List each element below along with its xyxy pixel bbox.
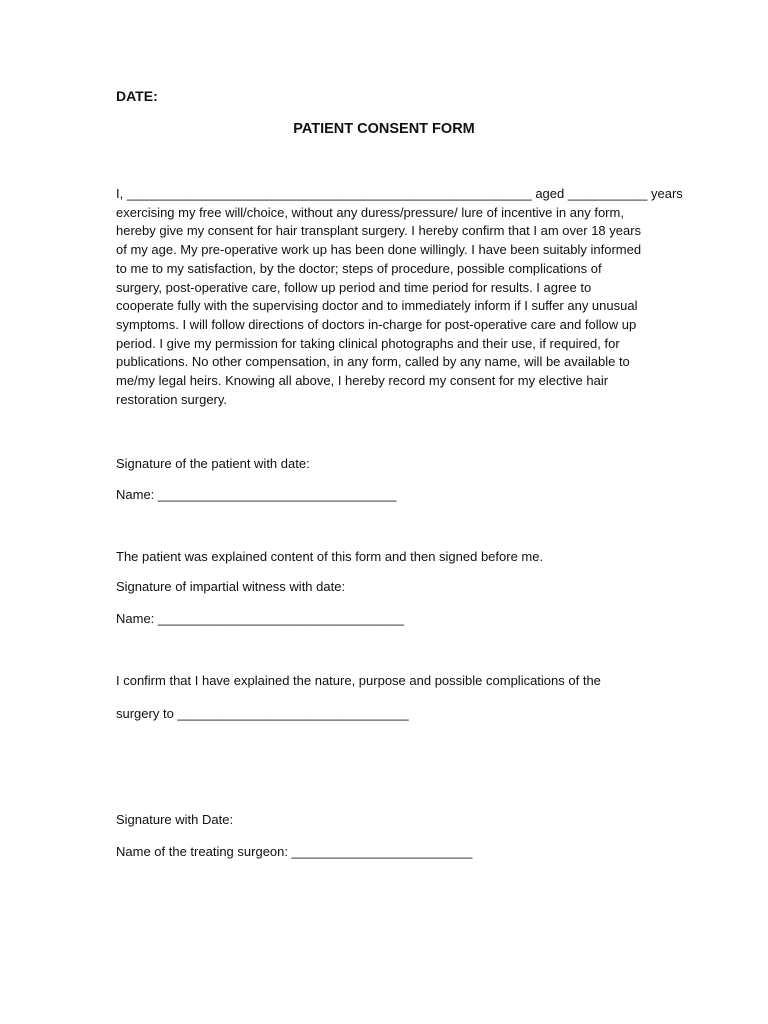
witness-name-field[interactable]: Name: __________________________________	[116, 611, 404, 626]
paragraph-line: to me to my satisfaction, by the doctor; steps of procedure, possible complications of	[116, 260, 602, 276]
paragraph-line: exercising my free will/choice, without any duress/pressure/ lure of incentive in any form,	[116, 204, 624, 220]
paragraph-line: cooperate fully with the supervising doctor and to immediately inform if I suffer any unusual	[116, 298, 638, 314]
paragraph-line: symptoms. I will follow directions of doctors in-charge for post-operative care and follow up	[116, 316, 637, 332]
witness-statement: The patient was explained content of this form and then signed before me.	[116, 549, 544, 564]
paragraph-line: restoration surgery.	[116, 391, 228, 407]
surgeon-statement: I confirm that I have explained the nature, purpose and possible complications of the	[116, 673, 601, 688]
patient-signature-label: Signature of the patient with date:	[116, 456, 310, 471]
surgeon-signature-label: Signature with Date:	[116, 812, 234, 827]
paragraph-line: me/my legal heirs. Knowing all above, I hereby record my consent for my elective hair	[116, 373, 609, 389]
paragraph-line: publications. No other compensation, in any form, called by any name, will be available to	[116, 354, 630, 370]
consent-paragraph	[116, 185, 683, 409]
paragraph-line: hereby give my consent for hair transplant surgery. I hereby confirm that I am over 18 years	[116, 223, 642, 239]
paragraph-line: period. I give my permission for taking clinical photographs and their use, if required, for	[116, 335, 620, 351]
paragraph-line: I, ________________________________________________________ aged ___________ years	[116, 186, 683, 201]
form-title: PATIENT CONSENT FORM	[293, 121, 475, 137]
paragraph-line: surgery, post-operative care, follow up period and time period for results. I agree to	[116, 279, 592, 295]
witness-signature-label: Signature of impartial witness with date:	[116, 579, 346, 594]
paragraph-line: of my age. My pre-operative work up has been done willingly. I have been suitably informed	[116, 242, 642, 258]
patient-name-field[interactable]: Name: _________________________________	[116, 487, 397, 502]
surgery-to-field[interactable]: surgery to ________________________________	[116, 706, 409, 721]
date-label: DATE:	[116, 88, 158, 104]
surgeon-name-field[interactable]: Name of the treating surgeon: _________________________	[116, 844, 473, 859]
